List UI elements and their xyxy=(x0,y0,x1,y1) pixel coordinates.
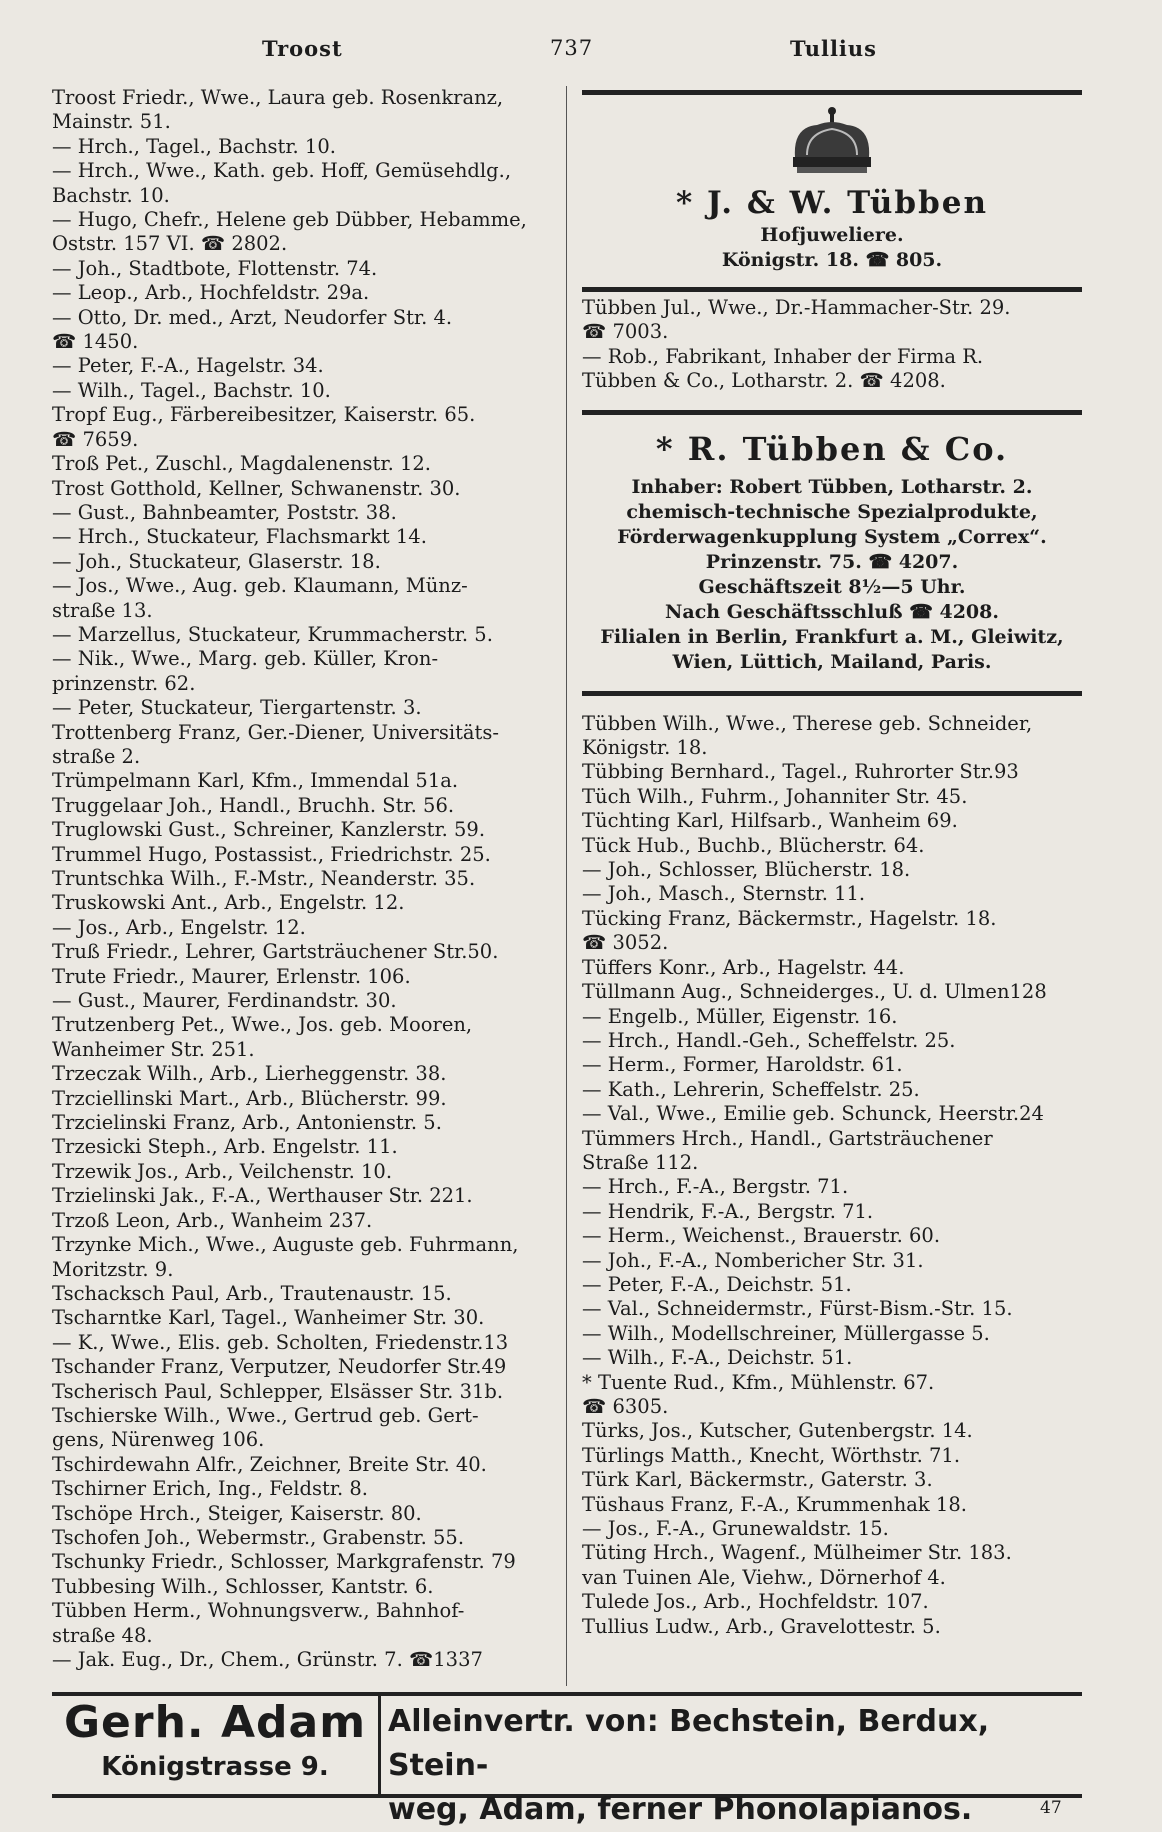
directory-entry: — Hrch., F.-A., Bergstr. 71. xyxy=(582,1175,849,1199)
directory-entry: — Hrch., Stuckateur, Flachsmarkt 14. xyxy=(52,525,427,549)
directory-entry: Truglowski Gust., Schreiner, Kanzlerstr. 59. xyxy=(52,818,486,842)
directory-entry: — Herm., Former, Haroldstr. 61. xyxy=(582,1053,903,1077)
company-lines xyxy=(582,475,1082,675)
header-right-word: Tullius xyxy=(790,36,877,61)
directory-entry: Tschierske Wilh., Wwe., Gertrud geb. Gert- xyxy=(52,1403,479,1427)
directory-entry: — Joh., F.-A., Nombericher Str. 31. xyxy=(582,1248,924,1272)
directory-entry: Trzesicki Steph., Arb. Engelstr. 11. xyxy=(52,1135,398,1159)
directory-entry: Tulede Jos., Arb., Hochfeldstr. 107. xyxy=(582,1590,929,1614)
directory-entry: — Joh., Masch., Sternstr. 11. xyxy=(582,882,866,906)
directory-entry: — Rob., Fabrikant, Inhaber der Firma R. xyxy=(582,344,984,368)
directory-entry: — K., Wwe., Elis. geb. Scholten, Friedenstr.13 xyxy=(52,1330,509,1354)
directory-entry: straße 48. xyxy=(52,1623,153,1647)
company-ad-line: Förderwagenkupplung System „Correx“. xyxy=(617,525,1047,548)
directory-entry: Trummel Hugo, Postassist., Friedrichstr. 25. xyxy=(52,842,491,866)
directory-entry: Truskowski Ant., Arb., Engelstr. 12. xyxy=(52,891,405,915)
directory-entry: ☎ 3052. xyxy=(582,931,669,955)
directory-entry: * Tuente Rud., Kfm., Mühlenstr. 67. xyxy=(582,1370,935,1394)
directory-entry: gens, Nürenweg 106. xyxy=(52,1428,265,1452)
juweliere-ad xyxy=(582,99,1082,283)
directory-entry: Tscharntke Karl, Tagel., Wanheimer Str. 30. xyxy=(52,1306,485,1330)
directory-entry: Tüffers Konr., Arb., Hagelstr. 44. xyxy=(582,955,905,979)
directory-entry: — Val., Schneidermstr., Fürst-Bism.-Str. 15. xyxy=(582,1297,1013,1321)
directory-entry: — Otto, Dr. med., Arzt, Neudorfer Str. 4. xyxy=(52,305,453,329)
directory-entry: — Wilh., Tagel., Bachstr. 10. xyxy=(52,378,331,402)
directory-entry: ☎ 6305. xyxy=(582,1395,669,1418)
directory-entry: — Engelb., Müller, Eigenstr. 16. xyxy=(582,1004,898,1028)
directory-entry: Tück Hub., Buchb., Blücherstr. 64. xyxy=(582,833,925,857)
directory-entry: Tschunky Friedr., Schlosser, Markgrafenstr. 79 xyxy=(52,1550,516,1574)
directory-entry: Türks, Jos., Kutscher, Gutenbergstr. 14. xyxy=(582,1419,973,1443)
bottom-ad-line2: weg, Adam, ferner Phonolapianos. xyxy=(388,1792,973,1827)
directory-entry: Trzielinski Jak., F.-A., Werthauser Str. 221. xyxy=(52,1184,473,1208)
directory-entry: Wanheimer Str. 251. xyxy=(52,1037,255,1061)
header-left-word: Troost xyxy=(262,36,343,61)
directory-entry: Tübben & Co., Lotharstr. 2. ☎ 4208. xyxy=(582,369,946,393)
directory-entry: Trzciellinski Mart., Arb., Blücherstr. 99. xyxy=(52,1086,447,1110)
directory-entry: — Peter, F.-A., Hagelstr. 34. xyxy=(52,354,324,378)
directory-entry: — Wilh., Modellschreiner, Müllergasse 5. xyxy=(582,1321,990,1345)
directory-entry: Trute Friedr., Maurer, Erlenstr. 106. xyxy=(52,964,411,988)
directory-entry: — Val., Wwe., Emilie geb. Schunck, Heerstr.24 xyxy=(582,1102,1044,1126)
directory-entry: — Hugo, Chefr., Helene geb Dübber, Hebamme, xyxy=(52,208,527,232)
directory-entry: Tschander Franz, Verputzer, Neudorfer Str.49 xyxy=(52,1355,507,1379)
directory-entry: Tullius Ludw., Arb., Gravelottestr. 5. xyxy=(582,1614,941,1638)
directory-entry: Tüshaus Franz, F.-A., Krummenhak 18. xyxy=(582,1492,967,1516)
directory-entry: prinzenstr. 62. xyxy=(52,671,196,695)
directory-entry: Tüch Wilh., Fuhrm., Johanniter Str. 45. xyxy=(582,784,968,808)
bottom-ad-text xyxy=(388,1700,1082,1832)
directory-entry: Tüchting Karl, Hilfsarb., Wanheim 69. xyxy=(582,809,958,833)
directory-entry: Truntschka Wilh., F.-Mstr., Neanderstr. 35. xyxy=(52,867,476,890)
company-ad-line: Inhaber: Robert Tübben, Lotharstr. 2. xyxy=(631,475,1033,498)
rule xyxy=(582,410,1082,415)
directory-entry: — Peter, F.-A., Deichstr. 51. xyxy=(582,1272,852,1296)
rule xyxy=(582,691,1082,696)
column-divider xyxy=(566,86,567,1686)
directory-entry: — Hrch., Tagel., Bachstr. 10. xyxy=(52,134,336,158)
header-page-number: 737 xyxy=(550,36,594,60)
rule xyxy=(582,90,1082,95)
directory-entry: — Hrch., Handl.-Geh., Scheffelstr. 25. xyxy=(582,1028,956,1052)
directory-entry: Mainstr. 51. xyxy=(52,110,171,134)
directory-entry: Trzeczak Wilh., Arb., Lierheggenstr. 38. xyxy=(52,1062,447,1086)
directory-entry: Türlings Matth., Knecht, Wörthstr. 71. xyxy=(582,1443,961,1467)
directory-entry: — Nik., Wwe., Marg. geb. Küller, Kron- xyxy=(52,647,439,671)
right-entries-b xyxy=(582,712,1082,1639)
directory-entry: Truggelaar Joh., Handl., Bruchh. Str. 56. xyxy=(52,793,455,817)
directory-entry: Bachstr. 10. xyxy=(52,183,170,207)
directory-entry: — Hendrik, F.-A., Bergstr. 71. xyxy=(582,1199,874,1223)
directory-entry: ☎ 7003. xyxy=(582,320,669,344)
directory-entry: straße 13. xyxy=(52,598,153,622)
directory-entry: Tubbesing Wilh., Schlosser, Kantstr. 6. xyxy=(52,1574,434,1598)
directory-entry: Trümpelmann Karl, Kfm., Immendal 51a. xyxy=(52,769,459,793)
directory-entry: — Jos., Arb., Engelstr. 12. xyxy=(52,915,306,939)
directory-entry: Tschacksch Paul, Arb., Trautenaustr. 15. xyxy=(52,1281,452,1305)
bottom-ad-address: Königstrasse 9. xyxy=(101,1752,329,1782)
directory-entry: Trutzenberg Pet., Wwe., Jos. geb. Mooren, xyxy=(52,1013,473,1037)
directory-entry: Tschirdewahn Alfr., Zeichner, Breite Str. 40. xyxy=(52,1452,487,1476)
directory-entry: Türk Karl, Bäckermstr., Gaterstr. 3. xyxy=(582,1468,933,1492)
directory-entry: straße 2. xyxy=(52,744,141,768)
directory-entry: Tücking Franz, Bäckermstr., Hagelstr. 18. xyxy=(582,906,997,930)
directory-entry: — Gust., Maurer, Ferdinandstr. 30. xyxy=(52,989,397,1013)
bottom-ad-name: Gerh. Adam xyxy=(63,1697,367,1748)
directory-entry: Tübben Jul., Wwe., Dr.-Hammacher-Str. 29. xyxy=(582,296,1011,319)
directory-entry: Tüting Hrch., Wagenf., Mülheimer Str. 183. xyxy=(582,1541,1012,1565)
bottom-ad-company xyxy=(52,1696,381,1794)
directory-entry: Trzewik Jos., Arb., Veilchenstr. 10. xyxy=(52,1159,393,1183)
juweliere-line2: Königstr. 18. ☎ 805. xyxy=(721,249,943,271)
directory-entry: Trzoß Leon, Arb., Wanheim 237. xyxy=(52,1208,373,1232)
directory-entry: Troß Pet., Zuschl., Magdalenenstr. 12. xyxy=(52,452,431,476)
left-column xyxy=(52,86,557,1672)
directory-entry: Troost Friedr., Wwe., Laura geb. Rosenkranz, xyxy=(52,86,504,109)
directory-entry: — Wilh., F.-A., Deichstr. 51. xyxy=(582,1346,853,1370)
directory-entry: ☎ 7659. xyxy=(52,427,139,451)
directory-entry: — Kath., Lehrerin, Scheffelstr. 25. xyxy=(582,1077,920,1101)
rule xyxy=(582,287,1082,292)
directory-entry: — Hrch., Wwe., Kath. geb. Hoff, Gemüsehdlg., xyxy=(52,159,512,183)
juweliere-title: * J. & W. Tübben xyxy=(675,185,989,221)
directory-entry: Tübbing Bernhard., Tagel., Ruhrorter Str.93 xyxy=(582,760,1019,784)
directory-entry: Moritzstr. 9. xyxy=(52,1257,174,1281)
directory-entry: Trzcielinski Franz, Arb., Antonienstr. 5. xyxy=(52,1111,442,1135)
directory-entry: — Herm., Weichenst., Brauerstr. 60. xyxy=(582,1224,941,1248)
directory-entry: — Joh., Schlosser, Blücherstr. 18. xyxy=(582,858,911,882)
company-ad-line: Filialen in Berlin, Frankfurt a. M., Gleiwitz, xyxy=(600,625,1064,648)
directory-entry: ☎ 1450. xyxy=(52,330,139,354)
directory-entry: Tropf Eug., Färbereibesitzer, Kaiserstr. 65. xyxy=(52,403,476,427)
company-ad-line: Nach Geschäftsschluß ☎ 4208. xyxy=(665,600,999,623)
bottom-ad-line1: Alleinvertr. von: Bechstein, Berdux, Stein- xyxy=(388,1704,990,1783)
directory-entry: Tschofen Joh., Webermstr., Grabenstr. 55. xyxy=(52,1525,465,1549)
juweliere-line1: Hofjuweliere. xyxy=(760,224,904,246)
directory-entry: — Leop., Arb., Hochfeldstr. 29a. xyxy=(52,281,370,305)
directory-entry: — Gust., Bahnbeamter, Poststr. 38. xyxy=(52,500,397,524)
directory-entry: Tscherisch Paul, Schlepper, Elsässer Str. 31b. xyxy=(52,1379,504,1403)
directory-entry: — Jos., F.-A., Grunewaldstr. 15. xyxy=(582,1517,889,1541)
footer-signature: 47 xyxy=(1040,1798,1062,1818)
directory-entry: — Joh., Stadtbote, Flottenstr. 74. xyxy=(52,256,378,280)
directory-entry: Trottenberg Franz, Ger.-Diener, Universitäts- xyxy=(52,720,499,744)
directory-entry: — Peter, Stuckateur, Tiergartenstr. 3. xyxy=(52,696,422,720)
company-ad-line: Geschäftszeit 8½—5 Uhr. xyxy=(698,575,966,598)
directory-entry: Tüllmann Aug., Schneiderges., U. d. Ulmen128 xyxy=(582,980,1047,1004)
directory-entry: Tschirner Erich, Ing., Feldstr. 8. xyxy=(52,1477,369,1501)
directory-entry: — Jos., Wwe., Aug. geb. Klaumann, Münz- xyxy=(52,574,468,598)
directory-entry: — Marzellus, Stuckateur, Krummacherstr. 5. xyxy=(52,622,493,646)
company-ad xyxy=(582,419,1082,687)
directory-entry: van Tuinen Ale, Viehw., Dörnerhof 4. xyxy=(582,1565,946,1589)
directory-entry: Tümmers Hrch., Handl., Gartsträuchener xyxy=(582,1126,993,1150)
company-title: * R. Tübben & Co. xyxy=(655,429,1009,468)
directory-entry: Tübben Wilh., Wwe., Therese geb. Schneider, xyxy=(582,711,1033,735)
company-ad-line: Wien, Lüttich, Mailand, Paris. xyxy=(672,650,992,673)
directory-entry: Tübben Herm., Wohnungsverw., Bahnhof- xyxy=(52,1599,465,1623)
company-ad-line: Prinzenstr. 75. ☎ 4207. xyxy=(705,550,959,573)
right-column xyxy=(582,86,1082,1639)
directory-entry: Trzynke Mich., Wwe., Auguste geb. Fuhrmann, xyxy=(52,1233,519,1257)
directory-entry: — Jak. Eug., Dr., Chem., Grünstr. 7. ☎1337 xyxy=(52,1648,483,1671)
right-entries-a xyxy=(582,296,1082,394)
company-ad-line: chemisch-technische Spezialprodukte, xyxy=(626,500,1038,523)
directory-entry: Oststr. 157 VI. ☎ 2802. xyxy=(52,232,288,256)
directory-entry: Straße 112. xyxy=(582,1150,699,1174)
directory-entry: Truß Friedr., Lehrer, Gartsträuchener Str.50. xyxy=(52,940,499,964)
directory-entry: Trost Gotthold, Kellner, Schwanenstr. 30. xyxy=(52,476,461,500)
directory-entry: Königstr. 18. xyxy=(582,736,708,760)
directory-entry: Tschöpe Hrch., Steiger, Kaiserstr. 80. xyxy=(52,1501,422,1525)
crown-icon xyxy=(787,105,877,177)
directory-entry: — Joh., Stuckateur, Glaserstr. 18. xyxy=(52,549,381,573)
